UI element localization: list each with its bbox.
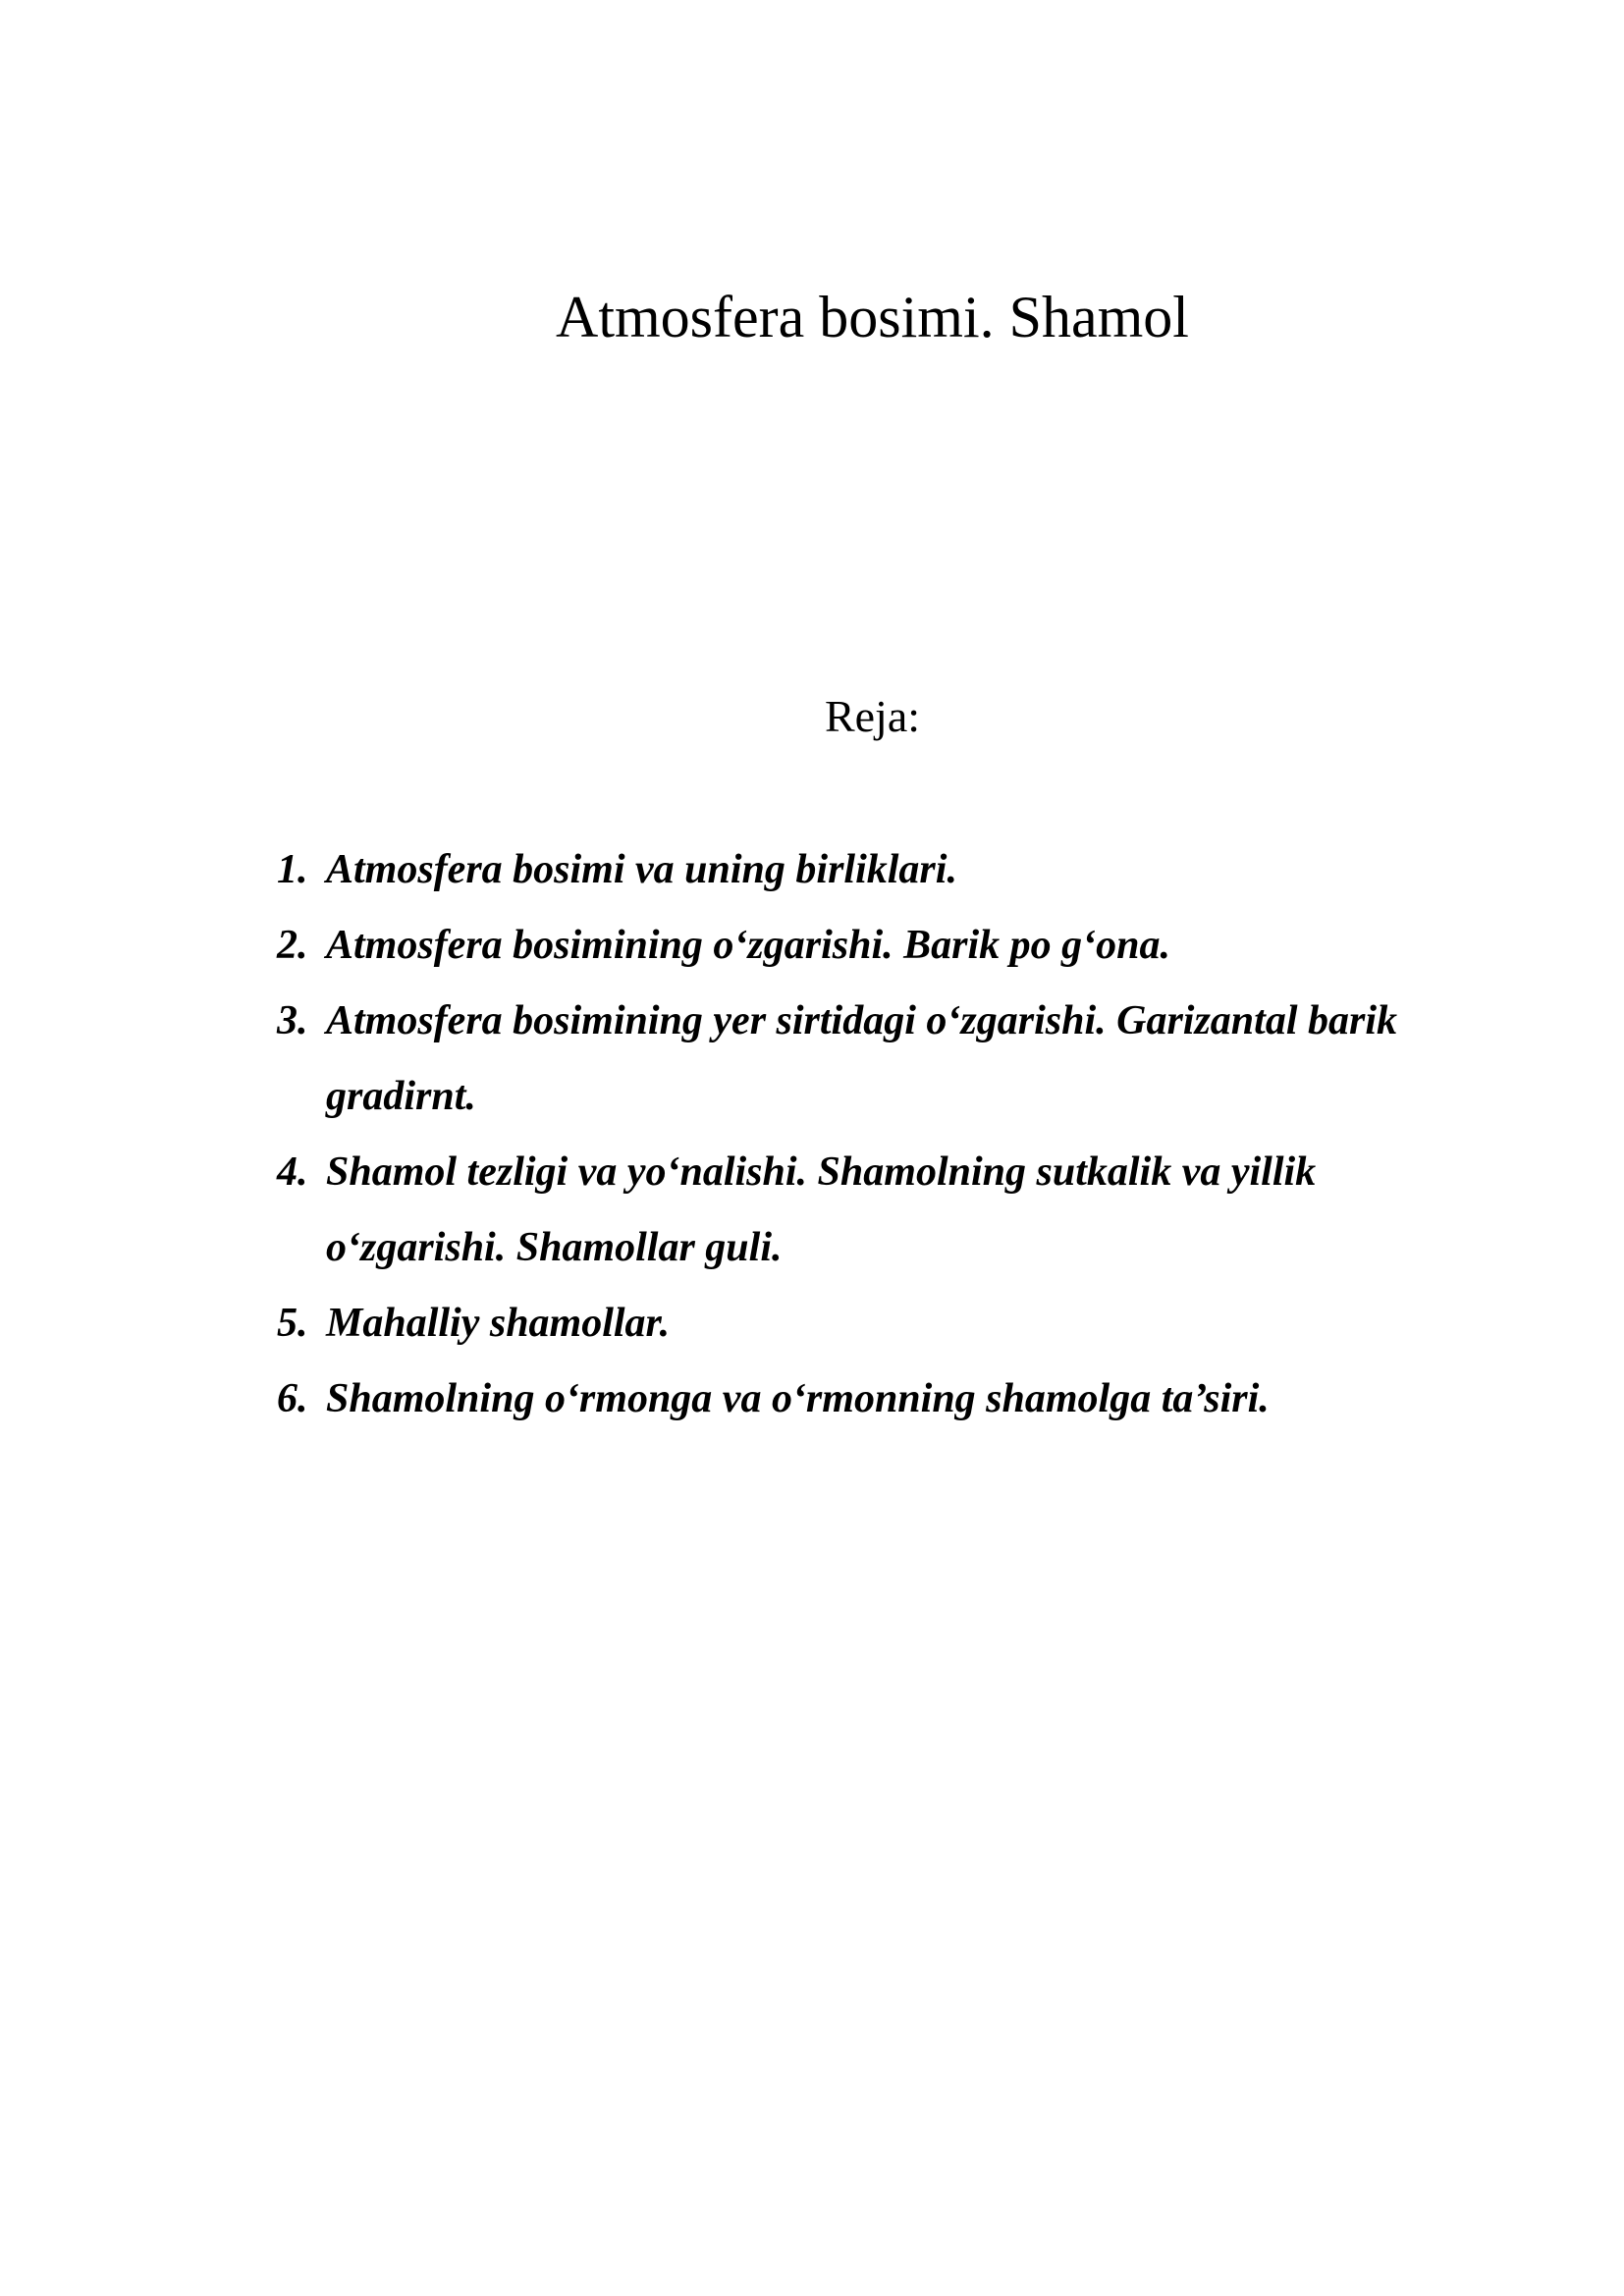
plan-item-number: 4. bbox=[277, 1149, 308, 1195]
plan-item bbox=[277, 908, 1494, 984]
plan-item bbox=[277, 1135, 1494, 1286]
plan-item-text: Mahalliy shamollar. bbox=[326, 1301, 671, 1346]
plan-item-number: 6. bbox=[277, 1376, 308, 1421]
plan-item-text: Atmosfera bosimining o‘zgarishi. Barik po g‘ona. bbox=[326, 923, 1170, 968]
page-title: Atmosfera bosimi. Shamol bbox=[556, 285, 1189, 349]
plan-item-number: 5. bbox=[277, 1301, 308, 1346]
plan-item-number: 1. bbox=[277, 847, 308, 892]
plan-item-number: 3. bbox=[277, 998, 308, 1043]
plan-item bbox=[277, 1362, 1494, 1437]
plan-item-number: 2. bbox=[277, 923, 308, 968]
plan-item-text: Shamolning o‘rmonga va o‘rmonning shamolga ta’siri. bbox=[326, 1376, 1270, 1421]
plan-item bbox=[277, 984, 1494, 1135]
plan-item bbox=[277, 832, 1494, 908]
plan-list bbox=[277, 832, 1494, 1437]
plan-heading: Reja: bbox=[824, 691, 921, 741]
plan-item-text: Atmosfera bosimining yer sirtidagi o‘zgarishi. Garizantal barik gradirnt. bbox=[326, 998, 1398, 1119]
plan-item bbox=[277, 1286, 1494, 1362]
plan-item-text: Atmosfera bosimi va uning birliklari. bbox=[326, 847, 957, 892]
plan-item-text: Shamol tezligi va yo‘nalishi. Shamolning sutkalik va yillik o‘zgarishi. Shamollar guli. bbox=[326, 1149, 1317, 1270]
